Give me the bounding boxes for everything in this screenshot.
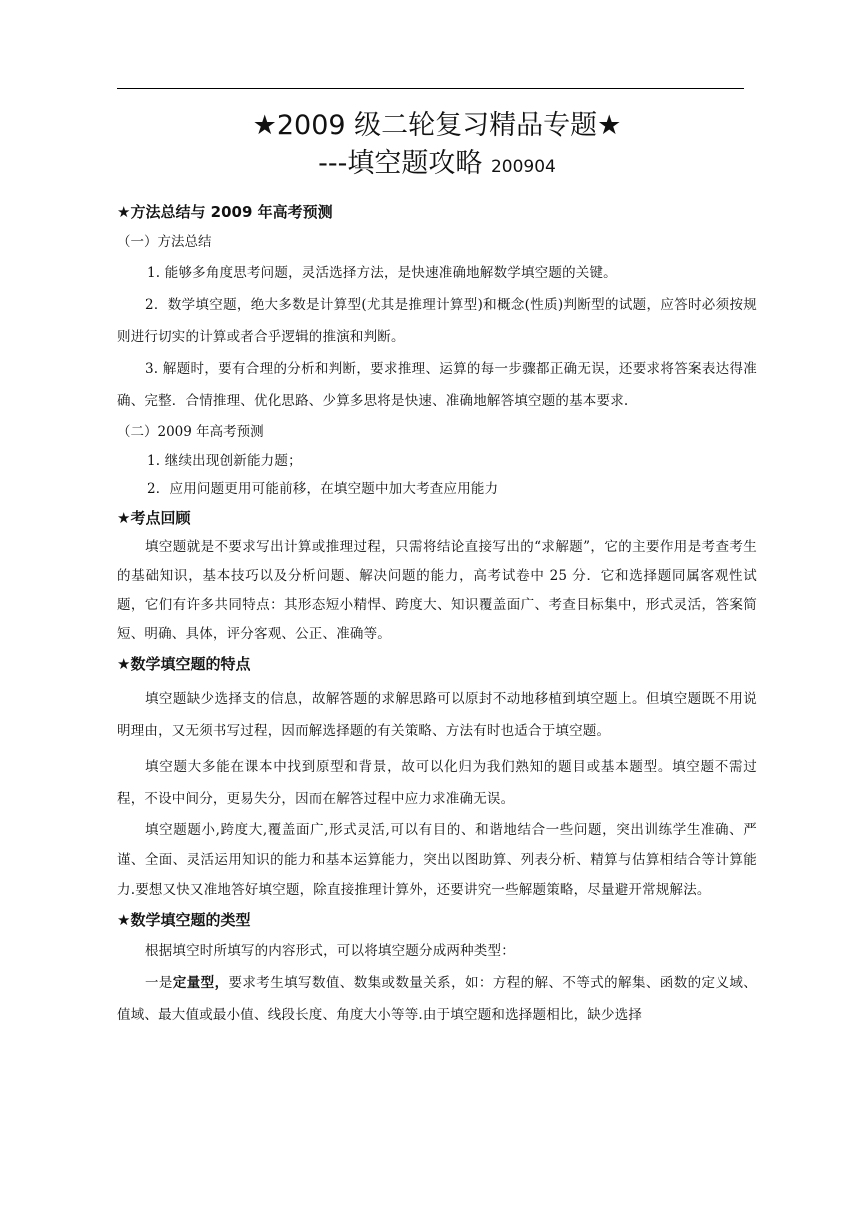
section-heading-methods: ★方法总结与 2009 年高考预测 — [117, 203, 333, 221]
paragraph: 根据填空时所填写的内容形式，可以将填空题分成两种类型： — [145, 943, 515, 959]
paragraph: 3. 解题时，要有合理的分析和判断，要求推理、运算的每一步骤都正确无误，还要求将答案表达得准确、完整．合情推理、优化思路、少算多思将是快速、准确地解答填空题的基本要求. — [117, 361, 757, 409]
paragraph-text: 要求考生填写数值、数集或数量关系，如：方程的解、不等式的解集、函数的定义域、值域、最大值或最小值、线段长度、角度大小等等.由于填空题和选择题相比，缺少选择 — [117, 975, 757, 1023]
paragraph: 1. 继续出现创新能力题； — [147, 453, 302, 469]
section-heading-types: ★数学填空题的类型 — [117, 911, 251, 929]
page-subtitle — [117, 144, 757, 187]
term-quantitative: 定量型， — [172, 975, 229, 991]
document-body — [117, 108, 757, 1031]
header-rule — [117, 88, 744, 89]
paragraph: 2．应用问题更用可能前移，在填空题中加大考查应用能力 — [147, 481, 499, 497]
paragraph: 2．数学填空题，绝大多数是计算型(尤其是推理计算型)和概念(性质)判断型的试题，应答时必须按规则进行切实的计算或者合乎逻辑的推演和判断。 — [117, 297, 757, 345]
page-title: ★2009 级二轮复习精品专题★ — [252, 110, 622, 141]
subheading-forecast: （二）2009 年高考预测 — [117, 424, 264, 440]
section-heading-features: ★数学填空题的特点 — [117, 655, 251, 673]
paragraph: 填空题题小,跨度大,覆盖面广,形式灵活,可以有目的、和谐地结合一些问题，突出训练学生准确、严谨、全面、灵活运用知识的能力和基本运算能力，突出以图助算、列表分析、精算与估算相结合等计算能力.要想又快又准地答好填空题，除直接推理计算外，还要讲究一些解题策略，尽量避开常规解法。 — [117, 822, 757, 898]
paragraph: 填空题大多能在课本中找到原型和背景，故可以化归为我们熟知的题目或基本题型。填空题不需过程，不设中间分，更易失分，因而在解答过程中应力求准确无误。 — [117, 759, 757, 807]
subheading-summary: （一）方法总结 — [117, 234, 212, 250]
subtitle-date: 200904 — [490, 157, 556, 177]
paragraph: 填空题就是不要求写出计算或推理过程，只需将结论直接写出的“求解题”，它的主要作用是考查考生的基础知识，基本技巧以及分析问题、解决问题的能力，高考试卷中 25 分．它和选择题同属客观性试题，它们有许多共同特点：其形态短小精悍、跨度大、知识覆盖面广、考查目标集中，形式灵活，答案简短、明确、具体，评分客观、公正、准确等。 — [117, 539, 757, 642]
paragraph — [117, 967, 757, 1031]
paragraph: 填空题缺少选择支的信息，故解答题的求解思路可以原封不动地移植到填空题上。但填空题既不用说明理由，又无须书写过程，因而解选择题的有关策略、方法有时也适合于填空题。 — [117, 691, 757, 739]
paragraph-lead: 一是 — [145, 975, 173, 991]
subtitle-text: ---填空题攻略 — [318, 148, 483, 179]
paragraph: 1. 能够多角度思考问题，灵活选择方法，是快速准确地解数学填空题的关键。 — [147, 265, 617, 281]
section-heading-review: ★考点回顾 — [117, 509, 191, 527]
